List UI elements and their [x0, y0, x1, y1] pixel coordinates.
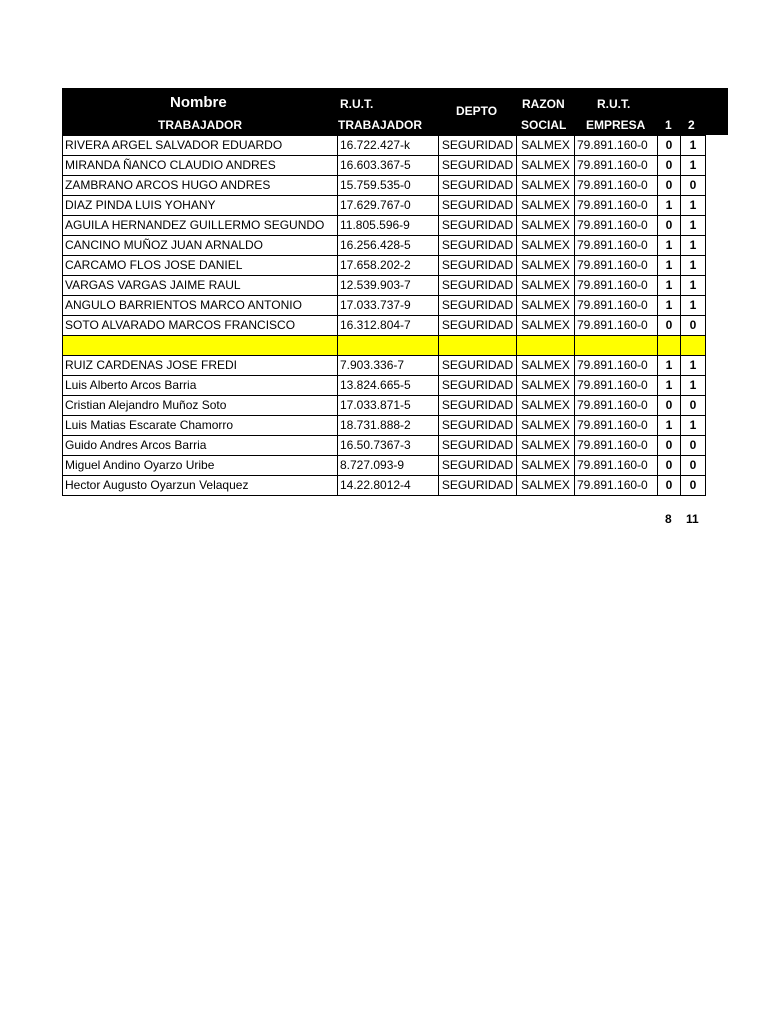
cell-nombre: RUIZ CARDENAS JOSE FREDI [63, 356, 338, 376]
cell-rut-empresa: 79.891.160-0 [575, 396, 658, 416]
table-row [63, 296, 706, 316]
cell-nombre: Luis Alberto Arcos Barria [63, 376, 338, 396]
cell-razon: SALMEX [517, 276, 575, 296]
cell-rut: 17.033.737-9 [338, 296, 439, 316]
cell-depto: SEGURIDAD [439, 436, 517, 456]
cell-razon: SALMEX [517, 216, 575, 236]
header-rut-empresa: EMPRESA [586, 118, 646, 132]
cell-col-1: 0 [658, 396, 681, 416]
table-row [63, 276, 706, 296]
cell-nombre: AGUILA HERNANDEZ GUILLERMO SEGUNDO [63, 216, 338, 236]
cell-col-2: 1 [681, 136, 706, 156]
cell-col-1: 0 [658, 176, 681, 196]
cell-depto: SEGURIDAD [439, 316, 517, 336]
header-band [62, 88, 728, 135]
cell-nombre: ZAMBRANO ARCOS HUGO ANDRES [63, 176, 338, 196]
cell-col-2: 0 [681, 436, 706, 456]
cell-razon: SALMEX [517, 296, 575, 316]
cell-depto: SEGURIDAD [439, 456, 517, 476]
cell-nombre: ANGULO BARRIENTOS MARCO ANTONIO [63, 296, 338, 316]
cell-rut-empresa: 79.891.160-0 [575, 216, 658, 236]
cell-razon: SALMEX [517, 376, 575, 396]
header-social: SOCIAL [521, 118, 567, 132]
cell-rut: 16.603.367-5 [338, 156, 439, 176]
cell-col-2: 1 [681, 276, 706, 296]
cell-depto: SEGURIDAD [439, 296, 517, 316]
cell-col-2: 1 [681, 156, 706, 176]
cell-depto: SEGURIDAD [439, 276, 517, 296]
cell-col-2: 1 [681, 196, 706, 216]
cell-nombre: MIRANDA ÑANCO CLAUDIO ANDRES [63, 156, 338, 176]
header-col-1: 1 [665, 118, 672, 132]
cell-razon: SALMEX [517, 156, 575, 176]
cell-depto: SEGURIDAD [439, 416, 517, 436]
cell-col-1: 0 [658, 136, 681, 156]
cell-col-1: 1 [658, 236, 681, 256]
empty-cell [575, 336, 658, 356]
highlighted-empty-row [63, 336, 706, 356]
cell-nombre: Hector Augusto Oyarzun Velaquez [63, 476, 338, 496]
cell-rut: 17.658.202-2 [338, 256, 439, 276]
cell-col-1: 0 [658, 156, 681, 176]
cell-razon: SALMEX [517, 416, 575, 436]
cell-rut: 16.722.427-k [338, 136, 439, 156]
cell-rut-empresa: 79.891.160-0 [575, 156, 658, 176]
cell-col-2: 1 [681, 296, 706, 316]
cell-rut-empresa: 79.891.160-0 [575, 416, 658, 436]
cell-rut-empresa: 79.891.160-0 [575, 136, 658, 156]
table-row [63, 176, 706, 196]
table-row [63, 196, 706, 216]
table-row [63, 136, 706, 156]
cell-rut-empresa: 79.891.160-0 [575, 256, 658, 276]
empty-cell [63, 336, 338, 356]
cell-depto: SEGURIDAD [439, 136, 517, 156]
cell-rut: 11.805.596-9 [338, 216, 439, 236]
cell-rut-empresa: 79.891.160-0 [575, 176, 658, 196]
cell-razon: SALMEX [517, 236, 575, 256]
cell-col-1: 1 [658, 416, 681, 436]
header-depto: DEPTO [456, 104, 498, 118]
cell-col-1: 1 [658, 296, 681, 316]
cell-rut: 16.50.7367-3 [338, 436, 439, 456]
cell-col-2: 1 [681, 416, 706, 436]
cell-razon: SALMEX [517, 396, 575, 416]
cell-nombre: RIVERA ARGEL SALVADOR EDUARDO [63, 136, 338, 156]
table-row [63, 416, 706, 436]
cell-nombre: Cristian Alejandro Muñoz Soto [63, 396, 338, 416]
cell-rut-empresa: 79.891.160-0 [575, 296, 658, 316]
cell-col-2: 0 [681, 476, 706, 496]
table-row [63, 396, 706, 416]
cell-depto: SEGURIDAD [439, 216, 517, 236]
table-row [63, 356, 706, 376]
cell-nombre: CARCAMO FLOS JOSE DANIEL [63, 256, 338, 276]
empty-cell [658, 336, 681, 356]
cell-rut: 16.312.804-7 [338, 316, 439, 336]
empty-cell [338, 336, 439, 356]
worker-sheet [62, 88, 728, 496]
cell-razon: SALMEX [517, 356, 575, 376]
cell-rut: 7.903.336-7 [338, 356, 439, 376]
total-col-2: 11 [686, 512, 699, 526]
cell-rut: 17.629.767-0 [338, 196, 439, 216]
cell-rut-empresa: 79.891.160-0 [575, 356, 658, 376]
cell-depto: SEGURIDAD [439, 156, 517, 176]
table-row [63, 236, 706, 256]
table-row [63, 316, 706, 336]
header-rut-empresa-top: R.U.T. [597, 97, 631, 111]
cell-rut: 15.759.535-0 [338, 176, 439, 196]
cell-rut: 8.727.093-9 [338, 456, 439, 476]
cell-rut-empresa: 79.891.160-0 [575, 476, 658, 496]
header-rut-top: R.U.T. [340, 97, 374, 111]
header-razon: RAZON [522, 97, 565, 111]
cell-nombre: Luis Matias Escarate Chamorro [63, 416, 338, 436]
cell-rut-empresa: 79.891.160-0 [575, 456, 658, 476]
cell-razon: SALMEX [517, 456, 575, 476]
table-row [63, 376, 706, 396]
cell-depto: SEGURIDAD [439, 256, 517, 276]
cell-col-2: 0 [681, 456, 706, 476]
cell-rut-empresa: 79.891.160-0 [575, 436, 658, 456]
cell-col-1: 0 [658, 316, 681, 336]
cell-rut-empresa: 79.891.160-0 [575, 276, 658, 296]
cell-razon: SALMEX [517, 136, 575, 156]
cell-col-1: 0 [658, 436, 681, 456]
cell-rut: 13.824.665-5 [338, 376, 439, 396]
cell-depto: SEGURIDAD [439, 476, 517, 496]
cell-col-2: 1 [681, 216, 706, 236]
header-nombre: Nombre [170, 94, 227, 111]
empty-cell [517, 336, 575, 356]
cell-nombre: CANCINO MUÑOZ JUAN ARNALDO [63, 236, 338, 256]
table-row [63, 156, 706, 176]
cell-depto: SEGURIDAD [439, 356, 517, 376]
cell-nombre: VARGAS VARGAS JAIME RAUL [63, 276, 338, 296]
empty-cell [681, 336, 706, 356]
total-col-1: 8 [665, 512, 672, 526]
cell-nombre: DIAZ PINDA LUIS YOHANY [63, 196, 338, 216]
cell-nombre: SOTO ALVARADO MARCOS FRANCISCO [63, 316, 338, 336]
header-col-2: 2 [688, 118, 695, 132]
cell-razon: SALMEX [517, 436, 575, 456]
cell-rut: 12.539.903-7 [338, 276, 439, 296]
cell-rut-empresa: 79.891.160-0 [575, 236, 658, 256]
worker-table [62, 135, 706, 496]
empty-cell [439, 336, 517, 356]
header-rut-trabajador: TRABAJADOR [338, 118, 422, 132]
cell-rut: 16.256.428-5 [338, 236, 439, 256]
cell-rut-empresa: 79.891.160-0 [575, 316, 658, 336]
table-row [63, 436, 706, 456]
cell-nombre: Guido Andres Arcos Barria [63, 436, 338, 456]
cell-col-1: 1 [658, 256, 681, 276]
cell-col-1: 1 [658, 356, 681, 376]
cell-razon: SALMEX [517, 176, 575, 196]
cell-col-2: 1 [681, 236, 706, 256]
cell-depto: SEGURIDAD [439, 376, 517, 396]
cell-col-1: 0 [658, 216, 681, 236]
cell-depto: SEGURIDAD [439, 176, 517, 196]
table-row [63, 216, 706, 236]
cell-col-1: 1 [658, 196, 681, 216]
cell-razon: SALMEX [517, 196, 575, 216]
table-row [63, 256, 706, 276]
cell-depto: SEGURIDAD [439, 396, 517, 416]
cell-rut-empresa: 79.891.160-0 [575, 376, 658, 396]
cell-depto: SEGURIDAD [439, 196, 517, 216]
cell-razon: SALMEX [517, 476, 575, 496]
cell-col-1: 0 [658, 476, 681, 496]
cell-rut: 17.033.871-5 [338, 396, 439, 416]
cell-col-2: 0 [681, 316, 706, 336]
cell-col-2: 1 [681, 356, 706, 376]
cell-depto: SEGURIDAD [439, 236, 517, 256]
table-row [63, 476, 706, 496]
cell-nombre: Miguel Andino Oyarzo Uribe [63, 456, 338, 476]
cell-col-1: 1 [658, 376, 681, 396]
cell-razon: SALMEX [517, 256, 575, 276]
cell-col-2: 0 [681, 396, 706, 416]
cell-col-2: 0 [681, 176, 706, 196]
cell-rut: 14.22.8012-4 [338, 476, 439, 496]
header-trabajador: TRABAJADOR [158, 118, 242, 132]
cell-col-2: 1 [681, 376, 706, 396]
cell-col-2: 1 [681, 256, 706, 276]
cell-razon: SALMEX [517, 316, 575, 336]
cell-col-1: 1 [658, 276, 681, 296]
table-row [63, 456, 706, 476]
cell-col-1: 0 [658, 456, 681, 476]
cell-rut: 18.731.888-2 [338, 416, 439, 436]
cell-rut-empresa: 79.891.160-0 [575, 196, 658, 216]
